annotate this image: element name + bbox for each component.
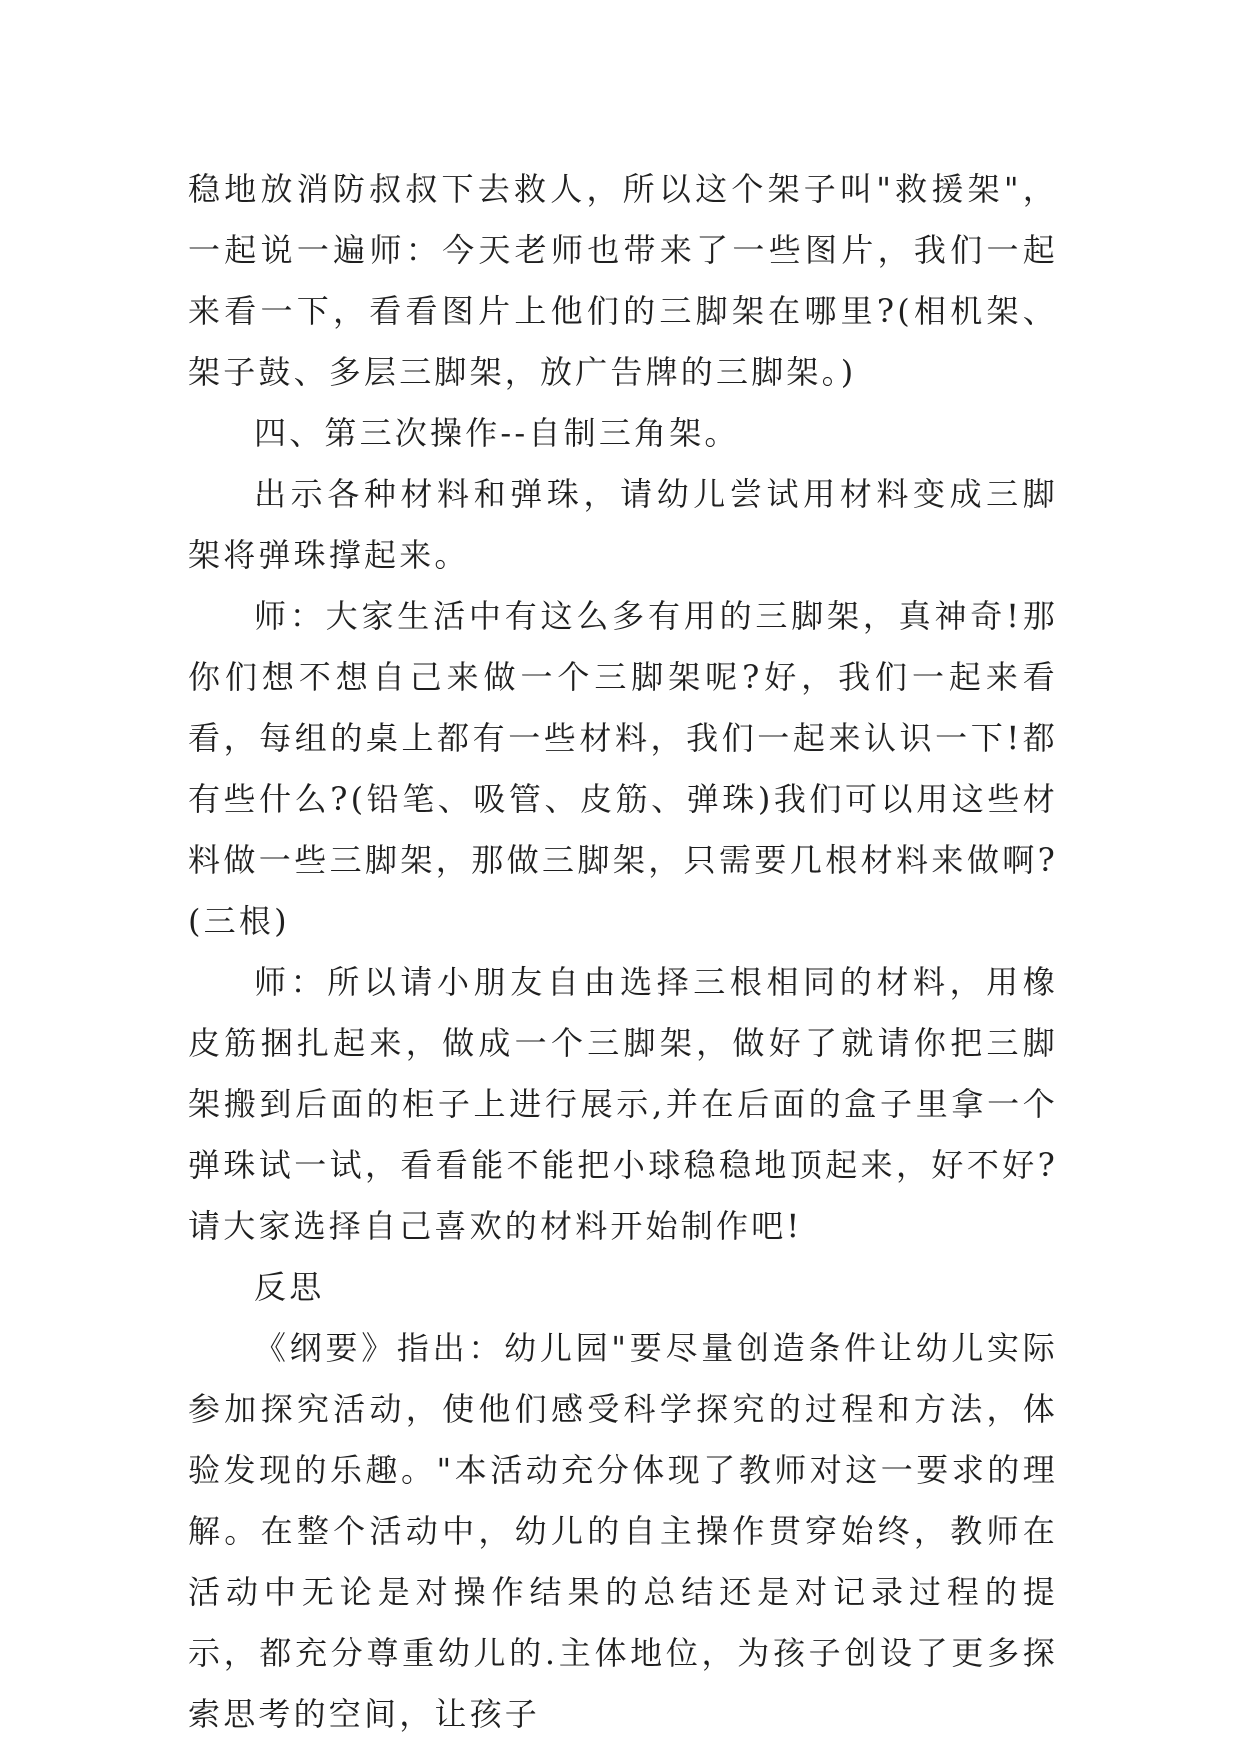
paragraph-3: 出示各种材料和弹珠，请幼儿尝试用材料变成三脚架将弹珠撑起来。 [188, 475, 1058, 574]
document-body [188, 159, 1058, 1745]
paragraph-5: 师：所以请小朋友自由选择三根相同的材料，用橡皮筋捆扎起来，做成一个三脚架，做好了就请你把三脚架搬到后面的柜子上进行展示,并在后面的盒子里拿一个弹珠试一试，看看能不能把小球稳稳地顶起来，好不好?请大家选择自己喜欢的材料开始制作吧! [188, 963, 1058, 1245]
paragraph-1: 稳地放消防叔叔下去救人，所以这个架子叫"救援架"，一起说一遍师：今天老师也带来了一些图片，我们一起来看一下，看看图片上他们的三脚架在哪里?(相机架、架子鼓、多层三脚架，放广告牌的三脚架。) [188, 170, 1058, 391]
paragraph-4: 师：大家生活中有这么多有用的三脚架，真神奇!那你们想不想自己来做一个三脚架呢?好，我们一起来看看，每组的桌上都有一些材料，我们一起来认识一下!都有些什么?(铅笔、吸管、皮筋、弹珠)我们可以用这些材料做一些三脚架，那做三脚架，只需要几根材料来做啊?(三根) [188, 597, 1058, 940]
paragraph-7: 《纲要》指出：幼儿园"要尽量创造条件让幼儿实际参加探究活动，使他们感受科学探究的过程和方法，体验发现的乐趣。"本活动充分体现了教师对这一要求的理解。在整个活动中，幼儿的自主操作贯穿始终，教师在活动中无论是对操作结果的总结还是对记录过程的提示，都充分尊重幼儿的.主体地位，为孩子创设了更多探索思考的空间，让孩子 [188, 1329, 1058, 1733]
paragraph-6: 反思 [254, 1268, 325, 1306]
paragraph-2: 四、第三次操作--自制三角架。 [254, 414, 740, 452]
